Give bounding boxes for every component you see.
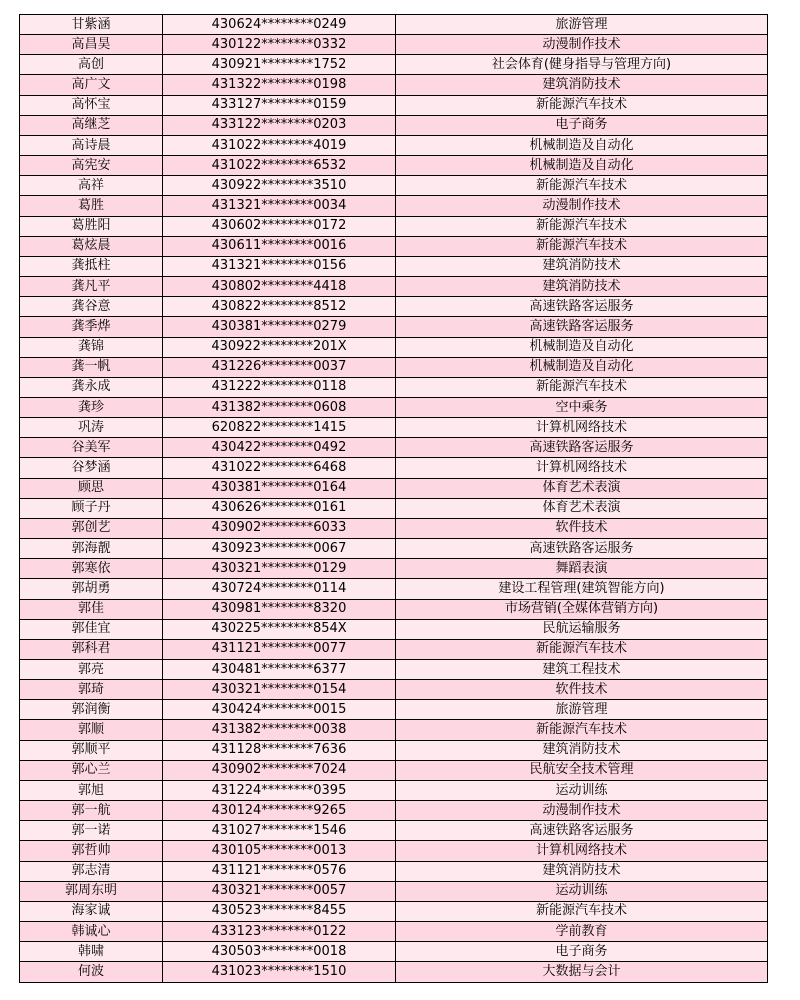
major-cell: 新能源汽车技术 — [396, 639, 768, 659]
id-number-cell: 431128********7636 — [163, 740, 396, 760]
id-number-cell: 430902********6033 — [163, 518, 396, 538]
table-row — [20, 720, 768, 740]
id-number-cell: 433122********0203 — [163, 115, 396, 135]
major-cell: 体育艺术表演 — [396, 478, 768, 498]
table-row — [20, 317, 768, 337]
id-number-cell: 430923********0067 — [163, 539, 396, 559]
major-cell: 新能源汽车技术 — [396, 95, 768, 115]
major-cell: 新能源汽车技术 — [396, 216, 768, 236]
major-cell: 动漫制作技术 — [396, 801, 768, 821]
student-name-cell: 龚凡平 — [20, 277, 163, 297]
student-name-cell: 高宪安 — [20, 156, 163, 176]
table-row — [20, 498, 768, 518]
student-name-cell: 郭旭 — [20, 780, 163, 800]
table-row — [20, 801, 768, 821]
id-number-cell: 430381********0164 — [163, 478, 396, 498]
major-cell: 建筑消防技术 — [396, 277, 768, 297]
major-cell: 建筑消防技术 — [396, 861, 768, 881]
student-name-cell: 巩涛 — [20, 418, 163, 438]
major-cell: 新能源汽车技术 — [396, 720, 768, 740]
student-name-cell: 顾子丹 — [20, 498, 163, 518]
student-name-cell: 谷梦涵 — [20, 458, 163, 478]
student-name-cell: 龚永成 — [20, 377, 163, 397]
student-name-cell: 葛胜阳 — [20, 216, 163, 236]
id-number-cell: 620822********1415 — [163, 418, 396, 438]
student-name-cell: 龚抵柱 — [20, 256, 163, 276]
id-number-cell: 430105********0013 — [163, 841, 396, 861]
major-cell: 旅游管理 — [396, 700, 768, 720]
table-row — [20, 115, 768, 135]
id-number-cell: 433123********0122 — [163, 922, 396, 942]
student-name-cell: 郭佳宜 — [20, 619, 163, 639]
major-cell: 动漫制作技术 — [396, 35, 768, 55]
student-name-cell: 葛胜 — [20, 196, 163, 216]
table-row — [20, 821, 768, 841]
id-number-cell: 431321********0156 — [163, 256, 396, 276]
major-cell: 民航运输服务 — [396, 619, 768, 639]
major-cell: 电子商务 — [396, 115, 768, 135]
table-row — [20, 75, 768, 95]
major-cell: 旅游管理 — [396, 15, 768, 35]
student-name-cell: 龚珍 — [20, 397, 163, 417]
table-row — [20, 397, 768, 417]
student-name-cell: 郭佳 — [20, 599, 163, 619]
id-number-cell: 430481********6377 — [163, 660, 396, 680]
table-row — [20, 156, 768, 176]
major-cell: 大数据与会计 — [396, 962, 768, 982]
id-number-cell: 430724********0114 — [163, 579, 396, 599]
student-name-cell: 郭创艺 — [20, 518, 163, 538]
major-cell: 计算机网络技术 — [396, 458, 768, 478]
table-row — [20, 236, 768, 256]
table-row — [20, 135, 768, 155]
major-cell: 建设工程管理(建筑智能方向) — [396, 579, 768, 599]
id-number-cell: 430321********0129 — [163, 559, 396, 579]
id-number-cell: 431023********1510 — [163, 962, 396, 982]
major-cell: 运动训练 — [396, 881, 768, 901]
id-number-cell: 431222********0118 — [163, 377, 396, 397]
major-cell: 建筑工程技术 — [396, 660, 768, 680]
table-row — [20, 619, 768, 639]
table-row — [20, 962, 768, 982]
major-cell: 市场营销(全媒体营销方向) — [396, 599, 768, 619]
table-row — [20, 95, 768, 115]
major-cell: 动漫制作技术 — [396, 196, 768, 216]
table-row — [20, 861, 768, 881]
id-number-cell: 431022********6468 — [163, 458, 396, 478]
student-name-cell: 郭润衡 — [20, 700, 163, 720]
table-row — [20, 680, 768, 700]
student-name-cell: 郭顺平 — [20, 740, 163, 760]
student-name-cell: 何波 — [20, 962, 163, 982]
major-cell: 机械制造及自动化 — [396, 156, 768, 176]
major-cell: 计算机网络技术 — [396, 841, 768, 861]
table-row — [20, 418, 768, 438]
id-number-cell: 431224********0395 — [163, 780, 396, 800]
major-cell: 电子商务 — [396, 942, 768, 962]
major-cell: 计算机网络技术 — [396, 418, 768, 438]
table-row — [20, 559, 768, 579]
id-number-cell: 433127********0159 — [163, 95, 396, 115]
id-number-cell: 430611********0016 — [163, 236, 396, 256]
major-cell: 高速铁路客运服务 — [396, 317, 768, 337]
table-row — [20, 901, 768, 921]
table-row — [20, 458, 768, 478]
student-name-cell: 郭寒依 — [20, 559, 163, 579]
table-row — [20, 478, 768, 498]
student-name-cell: 高祥 — [20, 176, 163, 196]
student-name-cell: 高创 — [20, 55, 163, 75]
table-row — [20, 297, 768, 317]
major-cell: 机械制造及自动化 — [396, 135, 768, 155]
table-row — [20, 740, 768, 760]
id-number-cell: 430822********8512 — [163, 297, 396, 317]
id-number-cell: 430523********8455 — [163, 901, 396, 921]
student-name-cell: 郭一航 — [20, 801, 163, 821]
student-name-cell: 郭志清 — [20, 861, 163, 881]
student-name-cell: 郭心兰 — [20, 760, 163, 780]
student-name-cell: 高怀宝 — [20, 95, 163, 115]
table-row — [20, 337, 768, 357]
student-name-cell: 韩诚心 — [20, 922, 163, 942]
id-number-cell: 430602********0172 — [163, 216, 396, 236]
table-row — [20, 176, 768, 196]
major-cell: 软件技术 — [396, 680, 768, 700]
table-row — [20, 760, 768, 780]
student-name-cell: 郭周东明 — [20, 881, 163, 901]
id-number-cell: 430922********201X — [163, 337, 396, 357]
student-name-cell: 龚一帆 — [20, 357, 163, 377]
id-number-cell: 430124********9265 — [163, 801, 396, 821]
student-name-cell: 郭科君 — [20, 639, 163, 659]
major-cell: 运动训练 — [396, 780, 768, 800]
student-name-cell: 甘紫涵 — [20, 15, 163, 35]
student-name-cell: 龚季烨 — [20, 317, 163, 337]
table-row — [20, 438, 768, 458]
student-name-cell: 高昌昊 — [20, 35, 163, 55]
student-roster-table — [19, 14, 768, 983]
id-number-cell: 430902********7024 — [163, 760, 396, 780]
major-cell: 建筑消防技术 — [396, 75, 768, 95]
table-row — [20, 15, 768, 35]
major-cell: 社会体育(健身指导与管理方向) — [396, 55, 768, 75]
major-cell: 机械制造及自动化 — [396, 337, 768, 357]
major-cell: 新能源汽车技术 — [396, 176, 768, 196]
major-cell: 舞蹈表演 — [396, 559, 768, 579]
id-number-cell: 430424********0015 — [163, 700, 396, 720]
id-number-cell: 430422********0492 — [163, 438, 396, 458]
student-name-cell: 龚锦 — [20, 337, 163, 357]
id-number-cell: 431382********0038 — [163, 720, 396, 740]
id-number-cell: 431382********0608 — [163, 397, 396, 417]
id-number-cell: 430921********1752 — [163, 55, 396, 75]
id-number-cell: 431027********1546 — [163, 821, 396, 841]
table-row — [20, 35, 768, 55]
table-row — [20, 942, 768, 962]
table-row — [20, 599, 768, 619]
student-name-cell: 海家诚 — [20, 901, 163, 921]
student-name-cell: 龚谷意 — [20, 297, 163, 317]
table-row — [20, 841, 768, 861]
table-row — [20, 277, 768, 297]
id-number-cell: 430381********0279 — [163, 317, 396, 337]
table-row — [20, 55, 768, 75]
student-name-cell: 郭亮 — [20, 660, 163, 680]
major-cell: 空中乘务 — [396, 397, 768, 417]
id-number-cell: 431022********6532 — [163, 156, 396, 176]
major-cell: 新能源汽车技术 — [396, 377, 768, 397]
id-number-cell: 430624********0249 — [163, 15, 396, 35]
student-name-cell: 高诗晨 — [20, 135, 163, 155]
table-row — [20, 518, 768, 538]
major-cell: 新能源汽车技术 — [396, 236, 768, 256]
major-cell: 体育艺术表演 — [396, 498, 768, 518]
id-number-cell: 431226********0037 — [163, 357, 396, 377]
id-number-cell: 430802********4418 — [163, 277, 396, 297]
table-row — [20, 196, 768, 216]
id-number-cell: 430122********0332 — [163, 35, 396, 55]
student-name-cell: 郭顺 — [20, 720, 163, 740]
table-row — [20, 639, 768, 659]
id-number-cell: 431121********0077 — [163, 639, 396, 659]
student-name-cell: 郭海靓 — [20, 539, 163, 559]
table-row — [20, 377, 768, 397]
student-name-cell: 高继芝 — [20, 115, 163, 135]
table-row — [20, 256, 768, 276]
table-row — [20, 660, 768, 680]
major-cell: 新能源汽车技术 — [396, 901, 768, 921]
roster-body — [20, 15, 768, 983]
student-name-cell: 郭胡勇 — [20, 579, 163, 599]
table-row — [20, 539, 768, 559]
student-name-cell: 郭一诺 — [20, 821, 163, 841]
id-number-cell: 430626********0161 — [163, 498, 396, 518]
id-number-cell: 431121********0576 — [163, 861, 396, 881]
major-cell: 学前教育 — [396, 922, 768, 942]
student-name-cell: 高广文 — [20, 75, 163, 95]
table-row — [20, 881, 768, 901]
id-number-cell: 430321********0057 — [163, 881, 396, 901]
table-row — [20, 357, 768, 377]
student-name-cell: 郭琦 — [20, 680, 163, 700]
major-cell: 民航安全技术管理 — [396, 760, 768, 780]
id-number-cell: 430321********0154 — [163, 680, 396, 700]
major-cell: 建筑消防技术 — [396, 740, 768, 760]
table-row — [20, 216, 768, 236]
table-row — [20, 579, 768, 599]
student-name-cell: 顾思 — [20, 478, 163, 498]
id-number-cell: 430503********0018 — [163, 942, 396, 962]
id-number-cell: 430922********3510 — [163, 176, 396, 196]
major-cell: 高速铁路客运服务 — [396, 297, 768, 317]
major-cell: 建筑消防技术 — [396, 256, 768, 276]
id-number-cell: 431321********0034 — [163, 196, 396, 216]
table-row — [20, 780, 768, 800]
id-number-cell: 430981********8320 — [163, 599, 396, 619]
id-number-cell: 430225********854X — [163, 619, 396, 639]
id-number-cell: 431022********4019 — [163, 135, 396, 155]
major-cell: 机械制造及自动化 — [396, 357, 768, 377]
id-number-cell: 431322********0198 — [163, 75, 396, 95]
major-cell: 高速铁路客运服务 — [396, 821, 768, 841]
student-name-cell: 葛炫晨 — [20, 236, 163, 256]
table-row — [20, 700, 768, 720]
major-cell: 高速铁路客运服务 — [396, 438, 768, 458]
student-name-cell: 韩啸 — [20, 942, 163, 962]
major-cell: 高速铁路客运服务 — [396, 539, 768, 559]
table-row — [20, 922, 768, 942]
student-name-cell: 郭哲帅 — [20, 841, 163, 861]
major-cell: 软件技术 — [396, 518, 768, 538]
student-name-cell: 谷美军 — [20, 438, 163, 458]
